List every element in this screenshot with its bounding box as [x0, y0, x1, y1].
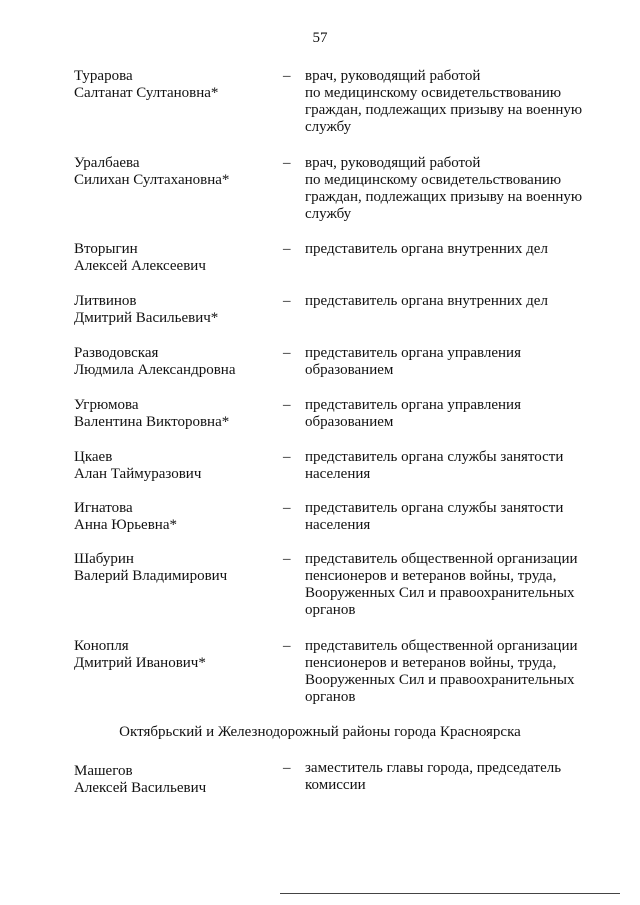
member-name [74, 68, 274, 102]
given-names: Дмитрий Васильевич* [74, 310, 219, 326]
member-role [305, 449, 605, 483]
member-role [305, 68, 605, 136]
role-line: представитель органа управления [305, 345, 521, 361]
role-line: представитель органа внутренних дел [305, 293, 548, 309]
role-line: представитель органа службы занятости [305, 449, 564, 465]
surname: Литвинов [74, 293, 137, 309]
role-line: населения [305, 466, 371, 482]
role-line: граждан, подлежащих призыву на военную [305, 189, 583, 205]
role-line: службу [305, 206, 352, 222]
given-names: Алексей Алексеевич [74, 258, 206, 274]
member-name [74, 241, 274, 275]
role-line: врач, руководящий работой [305, 155, 481, 171]
surname: Шабурин [74, 551, 134, 567]
section-heading: Октябрьский и Железнодорожный районы города Красноярска [119, 724, 521, 740]
member-role [305, 293, 605, 310]
role-line: по медицинскому освидетельствованию [305, 172, 562, 188]
dash-separator: – [283, 68, 291, 84]
member-name [74, 500, 274, 534]
page-number: 57 [312, 30, 328, 46]
member-name [74, 449, 274, 483]
surname: Цкаев [74, 449, 113, 465]
surname: Разводовская [74, 345, 159, 361]
role-line: пенсионеров и ветеранов войны, труда, [305, 655, 557, 671]
member-name [74, 155, 274, 189]
given-names: Валентина Викторовна* [74, 414, 230, 430]
role-line: образованием [305, 362, 394, 378]
dash-separator: – [283, 293, 291, 309]
role-line: органов [305, 689, 356, 705]
role-line: комиссии [305, 777, 366, 793]
member-role [305, 155, 605, 223]
role-line: образованием [305, 414, 394, 430]
member-role [305, 638, 605, 706]
surname: Уралбаева [74, 155, 140, 171]
dash-separator: – [283, 345, 291, 361]
member-role [305, 241, 605, 258]
role-line: представитель органа службы занятости [305, 500, 564, 516]
member-name [74, 293, 274, 327]
member-name [74, 397, 274, 431]
given-names: Алексей Васильевич [74, 780, 207, 796]
surname: Машегов [74, 763, 133, 779]
dash-separator: – [283, 155, 291, 171]
member-role [305, 551, 605, 619]
given-names: Силихан Султахановна* [74, 172, 230, 188]
surname: Конопля [74, 638, 129, 654]
dash-separator: – [283, 449, 291, 465]
given-names: Дмитрий Иванович* [74, 655, 206, 671]
surname: Угрюмова [74, 397, 139, 413]
role-line: представитель общественной организации [305, 638, 578, 654]
role-line: органов [305, 602, 356, 618]
member-role [305, 760, 605, 794]
role-line: службу [305, 119, 352, 135]
dash-separator: – [283, 397, 291, 413]
dash-separator: – [283, 241, 291, 257]
footer-rule [280, 893, 620, 894]
surname: Турарова [74, 68, 133, 84]
given-names: Анна Юрьевна* [74, 517, 177, 533]
member-role [305, 345, 605, 379]
role-line: граждан, подлежащих призыву на военную [305, 102, 583, 118]
given-names: Валерий Владимирович [74, 568, 228, 584]
surname: Игнатова [74, 500, 133, 516]
dash-separator: – [283, 760, 291, 776]
given-names: Алан Таймуразович [74, 466, 202, 482]
member-name [74, 763, 274, 797]
role-line: пенсионеров и ветеранов войны, труда, [305, 568, 557, 584]
member-name [74, 345, 274, 379]
role-line: представитель органа внутренних дел [305, 241, 548, 257]
dash-separator: – [283, 500, 291, 516]
surname: Вторыгин [74, 241, 138, 257]
member-name [74, 551, 274, 585]
member-role [305, 397, 605, 431]
role-line: заместитель главы города, председатель [305, 760, 562, 776]
given-names: Людмила Александровна [74, 362, 236, 378]
role-line: населения [305, 517, 371, 533]
member-name [74, 638, 274, 672]
role-line: Вооруженных Сил и правоохранительных [305, 585, 575, 601]
dash-separator: – [283, 638, 291, 654]
member-role [305, 500, 605, 534]
role-line: врач, руководящий работой [305, 68, 481, 84]
dash-separator: – [283, 551, 291, 567]
role-line: представитель органа управления [305, 397, 521, 413]
role-line: представитель общественной организации [305, 551, 578, 567]
given-names: Салтанат Султановна* [74, 85, 219, 101]
role-line: Вооруженных Сил и правоохранительных [305, 672, 575, 688]
role-line: по медицинскому освидетельствованию [305, 85, 562, 101]
